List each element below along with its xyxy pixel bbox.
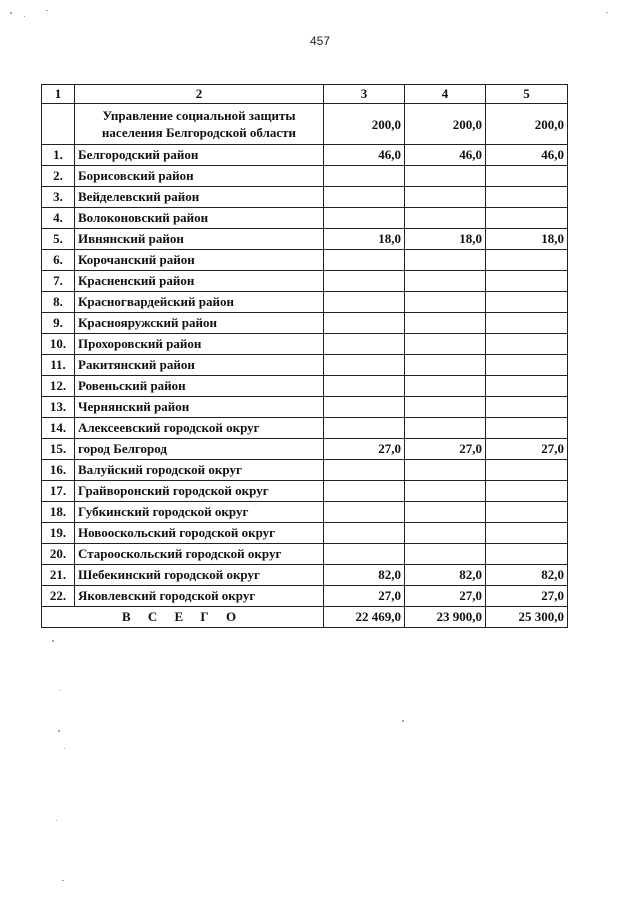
total-col-5: 25 300,0 bbox=[486, 607, 568, 628]
value-col-3: 82,0 bbox=[324, 565, 405, 586]
total-col-3: 22 469,0 bbox=[324, 607, 405, 628]
row-number: 14. bbox=[42, 418, 75, 439]
value-col-4: 82,0 bbox=[405, 565, 486, 586]
value-col-4: 46,0 bbox=[405, 145, 486, 166]
row-name: Старооскольский городской округ bbox=[75, 544, 324, 565]
value-col-4 bbox=[405, 397, 486, 418]
row-name: Вейделевский район bbox=[75, 187, 324, 208]
value-col-3 bbox=[324, 166, 405, 187]
value-col-3 bbox=[324, 502, 405, 523]
row-name: Волоконовский район bbox=[75, 208, 324, 229]
row-name: Грайворонский городской округ bbox=[75, 481, 324, 502]
value-col-4 bbox=[405, 376, 486, 397]
value-col-4 bbox=[405, 292, 486, 313]
total-label: В С Е Г О bbox=[42, 607, 324, 628]
value-col-5 bbox=[486, 460, 568, 481]
value-col-3: 27,0 bbox=[324, 439, 405, 460]
row-number: 22. bbox=[42, 586, 75, 607]
value-col-5: 27,0 bbox=[486, 439, 568, 460]
value-col-3 bbox=[324, 397, 405, 418]
row-number: 8. bbox=[42, 292, 75, 313]
table-row bbox=[42, 187, 568, 208]
table-row bbox=[42, 208, 568, 229]
row-number: 15. bbox=[42, 439, 75, 460]
row-name: город Белгород bbox=[75, 439, 324, 460]
row-name: Ивнянский район bbox=[75, 229, 324, 250]
value-col-5 bbox=[486, 250, 568, 271]
value-col-4 bbox=[405, 313, 486, 334]
row-number: 2. bbox=[42, 166, 75, 187]
page-number: 457 bbox=[309, 34, 331, 48]
table-row bbox=[42, 355, 568, 376]
row-name: Губкинский городской округ bbox=[75, 502, 324, 523]
table-row bbox=[42, 460, 568, 481]
row-name: Белгородский район bbox=[75, 145, 324, 166]
value-col-3: 200,0 bbox=[324, 104, 405, 145]
row-number: 10. bbox=[42, 334, 75, 355]
row-number: 6. bbox=[42, 250, 75, 271]
row-number: 20. bbox=[42, 544, 75, 565]
row-number: 19. bbox=[42, 523, 75, 544]
value-col-4 bbox=[405, 355, 486, 376]
value-col-5 bbox=[486, 313, 568, 334]
column-header: 1 bbox=[42, 85, 75, 104]
row-name: Чернянский район bbox=[75, 397, 324, 418]
row-name: Красногвардейский район bbox=[75, 292, 324, 313]
row-name: Красненский район bbox=[75, 271, 324, 292]
table-row bbox=[42, 334, 568, 355]
row-number: 18. bbox=[42, 502, 75, 523]
value-col-3 bbox=[324, 313, 405, 334]
value-col-5 bbox=[486, 166, 568, 187]
value-col-5 bbox=[486, 334, 568, 355]
value-col-5 bbox=[486, 397, 568, 418]
value-col-4 bbox=[405, 208, 486, 229]
row-name: Корочанский район bbox=[75, 250, 324, 271]
table-row bbox=[42, 502, 568, 523]
row-number: 12. bbox=[42, 376, 75, 397]
header-row bbox=[42, 85, 568, 104]
total-row bbox=[42, 607, 568, 628]
table-row bbox=[42, 229, 568, 250]
value-col-4 bbox=[405, 271, 486, 292]
row-number: 17. bbox=[42, 481, 75, 502]
row-number: 13. bbox=[42, 397, 75, 418]
value-col-4 bbox=[405, 166, 486, 187]
row-name: Шебекинский городской округ bbox=[75, 565, 324, 586]
table-row bbox=[42, 439, 568, 460]
value-col-5 bbox=[486, 418, 568, 439]
table-row bbox=[42, 481, 568, 502]
table-body bbox=[42, 85, 568, 628]
value-col-5 bbox=[486, 187, 568, 208]
value-col-4 bbox=[405, 460, 486, 481]
table-row bbox=[42, 376, 568, 397]
value-col-4 bbox=[405, 523, 486, 544]
row-name: Алексеевский городской округ bbox=[75, 418, 324, 439]
value-col-3 bbox=[324, 355, 405, 376]
value-col-3 bbox=[324, 460, 405, 481]
value-col-5 bbox=[486, 523, 568, 544]
value-col-4 bbox=[405, 334, 486, 355]
row-name: Валуйский городской округ bbox=[75, 460, 324, 481]
value-col-5 bbox=[486, 355, 568, 376]
table-row bbox=[42, 313, 568, 334]
value-col-5: 27,0 bbox=[486, 586, 568, 607]
value-col-4: 27,0 bbox=[405, 439, 486, 460]
row-number: 7. bbox=[42, 271, 75, 292]
table-row bbox=[42, 586, 568, 607]
value-col-4 bbox=[405, 418, 486, 439]
value-col-3 bbox=[324, 271, 405, 292]
row-name: Ровеньский район bbox=[75, 376, 324, 397]
row-name: Яковлевский городской округ bbox=[75, 586, 324, 607]
row-name: Прохоровский район bbox=[75, 334, 324, 355]
value-col-3: 27,0 bbox=[324, 586, 405, 607]
value-col-3 bbox=[324, 544, 405, 565]
table-row bbox=[42, 397, 568, 418]
value-col-5 bbox=[486, 271, 568, 292]
total-col-4: 23 900,0 bbox=[405, 607, 486, 628]
value-col-3 bbox=[324, 481, 405, 502]
column-header: 4 bbox=[405, 85, 486, 104]
value-col-5: 82,0 bbox=[486, 565, 568, 586]
value-col-5 bbox=[486, 208, 568, 229]
value-col-4: 200,0 bbox=[405, 104, 486, 145]
value-col-4 bbox=[405, 250, 486, 271]
value-col-5 bbox=[486, 502, 568, 523]
row-name: Борисовский район bbox=[75, 166, 324, 187]
column-header: 3 bbox=[324, 85, 405, 104]
row-number: 1. bbox=[42, 145, 75, 166]
value-col-4 bbox=[405, 187, 486, 208]
value-col-5: 18,0 bbox=[486, 229, 568, 250]
row-number: 5. bbox=[42, 229, 75, 250]
table-row bbox=[42, 292, 568, 313]
value-col-3 bbox=[324, 292, 405, 313]
value-col-3 bbox=[324, 418, 405, 439]
column-header: 2 bbox=[75, 85, 324, 104]
row-number: 21. bbox=[42, 565, 75, 586]
value-col-4: 27,0 bbox=[405, 586, 486, 607]
row-number: 4. bbox=[42, 208, 75, 229]
value-col-5 bbox=[486, 544, 568, 565]
table-row bbox=[42, 250, 568, 271]
value-col-3 bbox=[324, 523, 405, 544]
row-number bbox=[42, 104, 75, 145]
table-row bbox=[42, 271, 568, 292]
value-col-3 bbox=[324, 250, 405, 271]
value-col-5 bbox=[486, 292, 568, 313]
value-col-3 bbox=[324, 376, 405, 397]
table-row bbox=[42, 166, 568, 187]
row-name: Ракитянский район bbox=[75, 355, 324, 376]
column-header: 5 bbox=[486, 85, 568, 104]
value-col-4 bbox=[405, 544, 486, 565]
table-row bbox=[42, 145, 568, 166]
table-row bbox=[42, 565, 568, 586]
row-name: Новооскольский городской округ bbox=[75, 523, 324, 544]
row-number: 16. bbox=[42, 460, 75, 481]
value-col-5: 200,0 bbox=[486, 104, 568, 145]
row-number: 11. bbox=[42, 355, 75, 376]
value-col-3 bbox=[324, 208, 405, 229]
row-number: 3. bbox=[42, 187, 75, 208]
table-row bbox=[42, 104, 568, 145]
table-row bbox=[42, 523, 568, 544]
value-col-3: 46,0 bbox=[324, 145, 405, 166]
value-col-5 bbox=[486, 376, 568, 397]
row-name: Краснояружский район bbox=[75, 313, 324, 334]
row-number: 9. bbox=[42, 313, 75, 334]
value-col-5 bbox=[486, 481, 568, 502]
value-col-5: 46,0 bbox=[486, 145, 568, 166]
value-col-4 bbox=[405, 481, 486, 502]
value-col-3: 18,0 bbox=[324, 229, 405, 250]
value-col-4 bbox=[405, 502, 486, 523]
value-col-3 bbox=[324, 187, 405, 208]
value-col-3 bbox=[324, 334, 405, 355]
table-row bbox=[42, 418, 568, 439]
table-row bbox=[42, 544, 568, 565]
value-col-4: 18,0 bbox=[405, 229, 486, 250]
allocation-table bbox=[41, 84, 568, 628]
row-name: Управление социальной защиты населения Белгородской области bbox=[75, 104, 324, 145]
